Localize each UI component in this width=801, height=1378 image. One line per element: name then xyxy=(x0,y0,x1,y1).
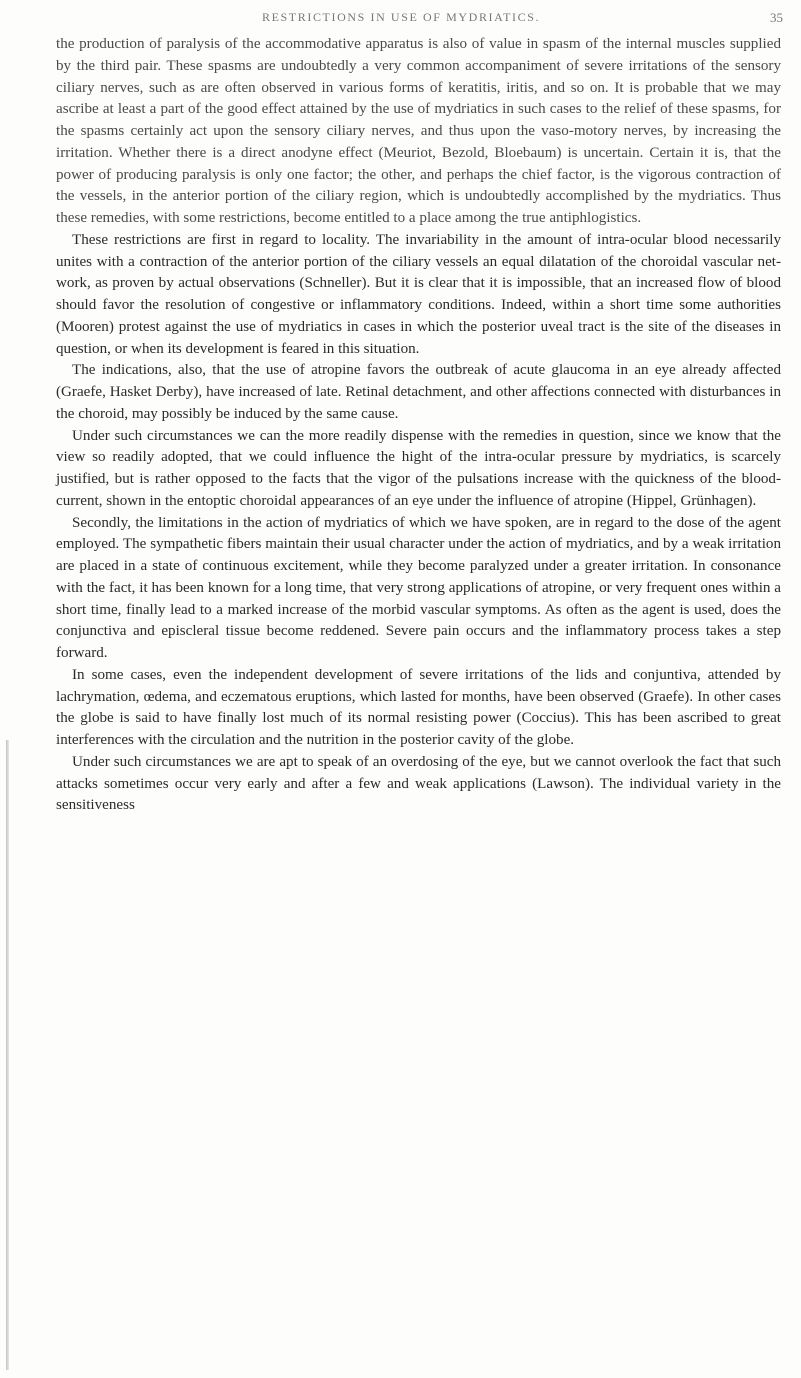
paragraph: In some cases, even the independent development of severe irritations of the lids and conjuntiva, attended by lachrymation, œdema, and eczematous eruptions, which lasted for months, have been observed (Graefe). In other cases the globe is said to have finally lost much of its normal resisting power (Coccius). This has been ascribed to great interferences with the circulation and the nutrition in the posterior cavity of the globe. xyxy=(56,666,781,748)
running-header xyxy=(0,10,801,28)
paragraph: Secondly, the limitations in the action of mydriatics of which we have spoken, are in regard to the dose of the agent employed. The sympathetic fibers maintain their usual character under the action of mydriatics, and by a weak irritation are placed in a state of continuous excitement, while they become paralyzed under a greater irritation. In consonance with the fact, it has been known for a long time, that very strong applications of atropine, or very frequent ones within a short time, finally lead to a marked increase of the morbid vascular symptoms. As often as the agent is used, does the conjunctiva and episcleral tissue become reddened. Severe pain occurs and the inflammatory process takes a step forward. xyxy=(56,514,781,661)
running-title: RESTRICTIONS IN USE OF MYDRIATICS. xyxy=(262,10,541,24)
page-binding-shadow xyxy=(6,740,9,1370)
paragraph: the production of paralysis of the accommodative apparatus is also of value in spasm of the internal muscles supplied by the third pair. These spasms are undoubtedly a very common accompaniment of severe irritations of the sensory ciliary nerves, such as are often observed in various forms of keratitis, iritis, and so on. It is probable that we may ascribe at least a part of the good effect attained by the use of mydriatics in such cases to the relief of these spasms, for the spasms certainly act upon the sensory ciliary nerves, and thus upon the vaso-motory nerves, by increasing the irritation. Whether there is a direct anodyne effect (Meuriot, Bezold, Bloebaum) is uncertain. Certain it is, that the power of producing paralysis is only one factor; the other, and perhaps the chief factor, is the vigorous contraction of the vessels, in the anterior portion of the ciliary region, which is undoubtedly accomplished by the mydriatics. Thus these remedies, with some restrictions, become entitled to a place among the true antiphlogistics. xyxy=(56,36,781,226)
paragraph: These restrictions are first in regard to locality. The invariability in the amount of intra-ocular blood necessarily unites with a contraction of the anterior portion of the ciliary vessels an equal dilatation of the choroidal vascular net-work, as proven by actual observations (Schneller). But it is clear that it is impossible, that an increased flow of blood should favor the resolution of congestive or inflammatory conditions. Indeed, within a short time some authorities (Mooren) protest against the use of mydriatics in cases in which the posterior uveal tract is the site of the diseases in question, or when its development is feared in this situation. xyxy=(56,231,781,357)
paragraph: Under such circumstances we are apt to speak of an overdosing of the eye, but we cannot overlook the fact that such attacks sometimes occur very early and after a few and weak applications (Lawson). The individual variety in the sensitiveness xyxy=(56,753,781,814)
paragraph: The indications, also, that the use of atropine favors the outbreak of acute glaucoma in an eye already affected (Graefe, Hasket Derby), have increased of late. Retinal detachment, and other affections connected with disturbances in the choroid, may possibly be induced by the same cause. xyxy=(56,362,781,422)
body-text xyxy=(56,34,781,817)
paragraph: Under such circumstances we can the more readily dispense with the remedies in question, since we know that the view so readily adopted, that we could influence the hight of the intra-ocular pressure by mydriatics, is scarcely justified, but is rather opposed to the facts that the vigor of the pulsations increase with the quickness of the blood-current, shown in the entoptic choroidal appearances of an eye under the influence of atropine (Hippel, Grünhagen). xyxy=(56,427,781,509)
page-number: 35 xyxy=(770,10,783,25)
